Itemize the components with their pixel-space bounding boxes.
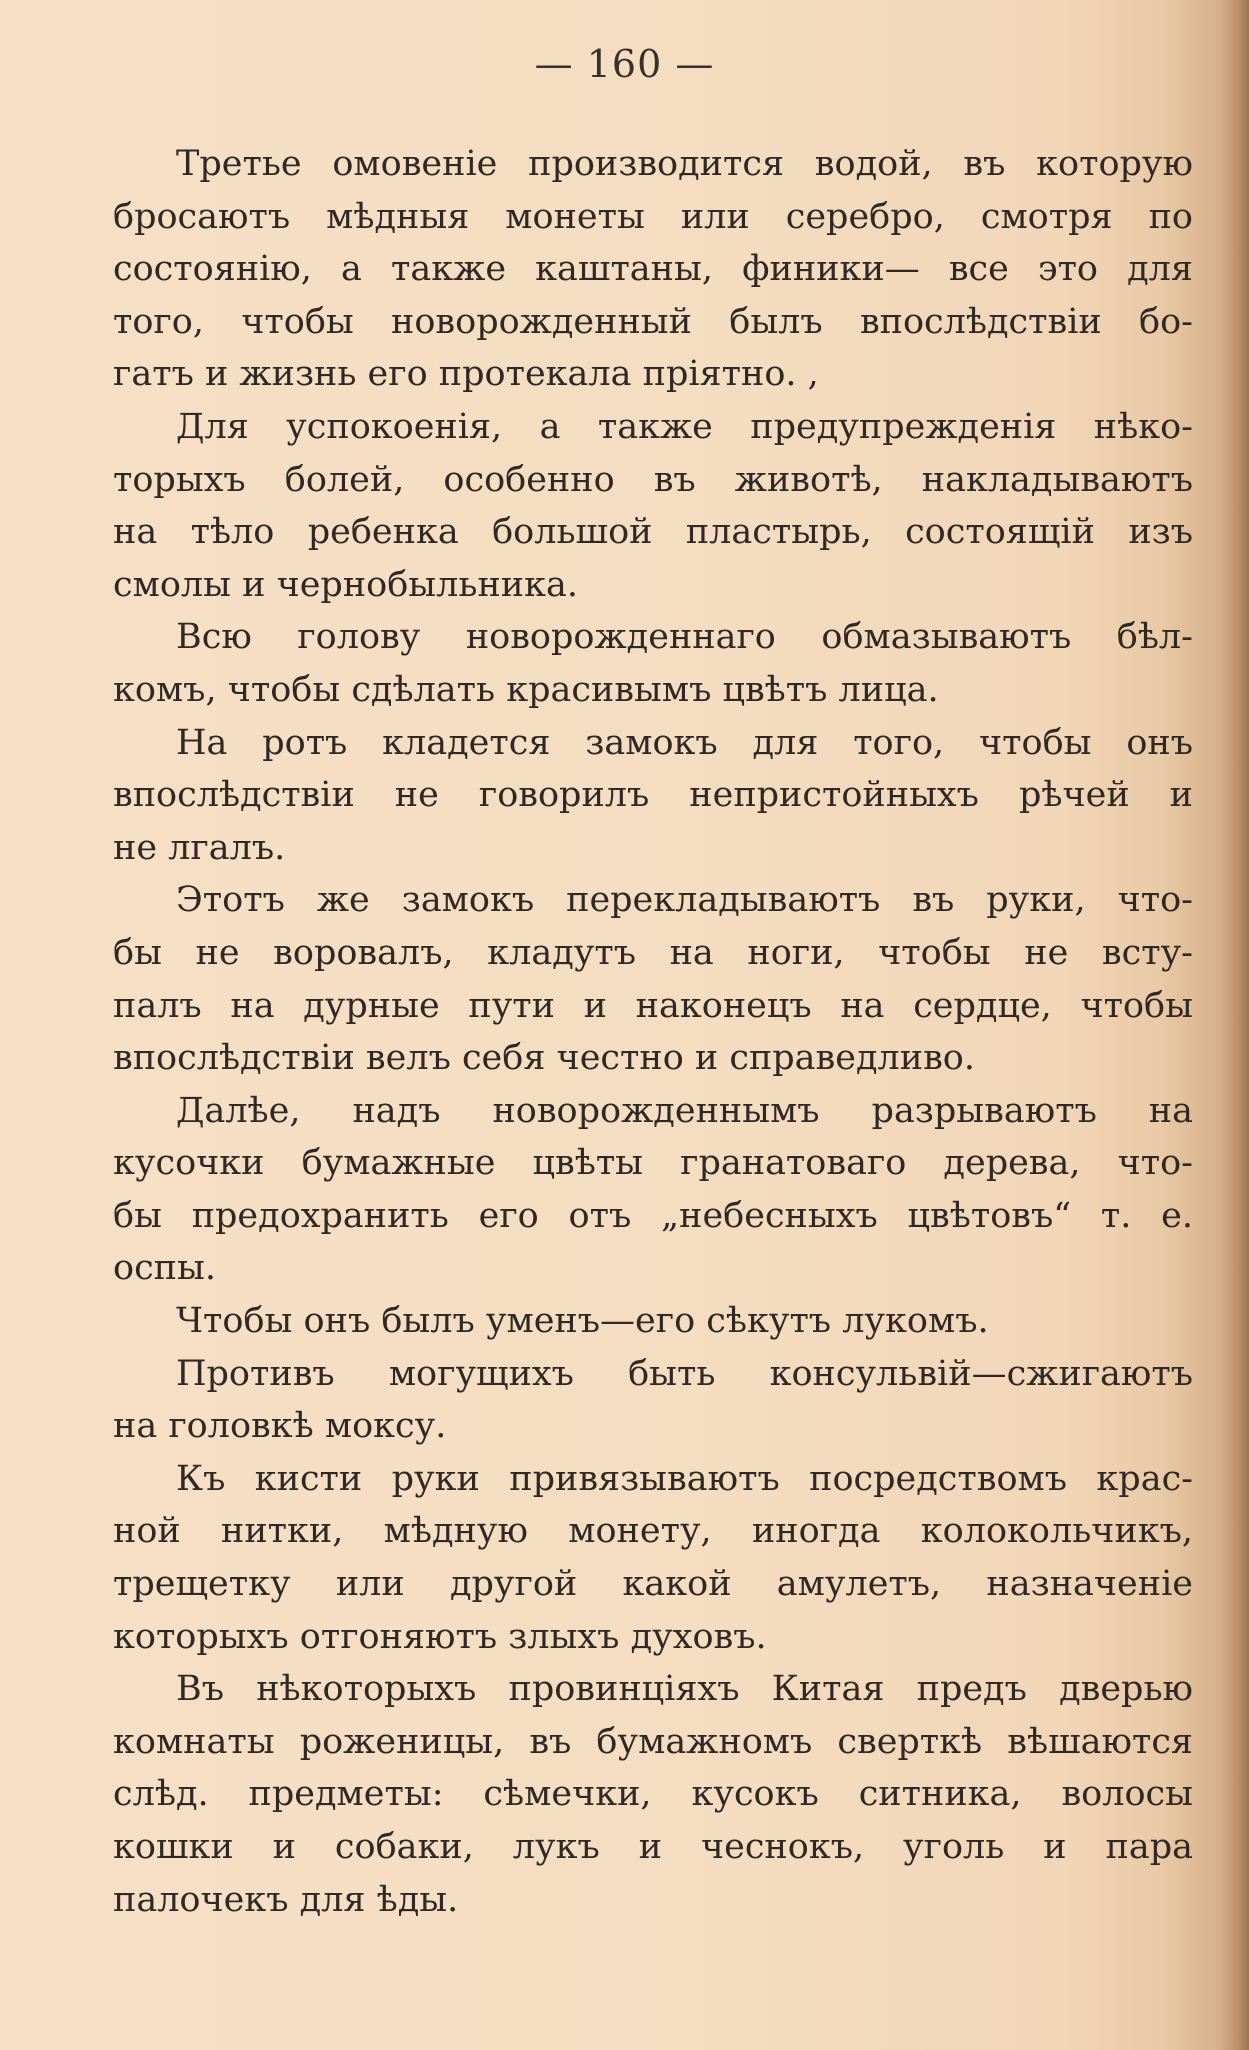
text-line: комъ, чтобы сдѣлать красивымъ цвѣтъ лица. [113,669,939,710]
text-line: гатъ и жизнь его протекала пріятно. , [113,354,819,395]
text-line: палочекъ для ѣды. [113,1879,459,1920]
body-text [113,138,1193,1926]
text-line: Третье омовеніе производится водой, въ которую [176,144,1193,184]
text-line: комнаты роженицы, въ бумажномъ сверткѣ вѣшаются [113,1721,1193,1762]
text-line: Къ кисти руки привязываютъ посредствомъ крас- [176,1458,1193,1499]
text-line: кусочки бумажные цвѣты гранатоваго дерева, что- [113,1143,1193,1184]
text-line: трещетку или другой какой амулетъ, назначеніе [113,1564,1193,1605]
text-line: слѣд. предметы: сѣмечки, кусокъ ситника, волосы [113,1774,1193,1815]
text-line: впослѣдствіи велъ себя честно и справедливо. [113,1038,975,1079]
text-line: смолы и чернобыльника. [113,564,578,605]
text-line: которыхъ отгоняютъ злыхъ духовъ. [113,1616,767,1657]
text-line: впослѣдствіи не говорилъ непристойныхъ рѣчей и [113,775,1193,816]
text-line: на головкѣ моксу. [113,1406,447,1447]
text-line: Чтобы онъ былъ уменъ—его сѣкутъ лукомъ. [176,1301,989,1342]
text-line: Противъ могущихъ быть консульвій—сжигаютъ [176,1353,1193,1394]
text-line: Всю голову новорожденнаго обмазываютъ бѣл- [176,617,1193,658]
page-number: — 160 — [534,42,715,86]
text-line: Далѣе, надъ новорожденнымъ разрываютъ на [176,1090,1193,1131]
text-line: кошки и собаки, лукъ и чеснокъ, уголь и пара [113,1827,1193,1867]
text-line: торыхъ болей, особенно въ животѣ, накладываютъ [113,459,1193,500]
text-line: не лгалъ. [113,827,286,868]
text-line: состоянію, а также каштаны, финики— все это для [113,249,1193,290]
text-line: бросаютъ мѣдныя монеты или серебро, смотря по [113,196,1193,237]
text-line: Для успокоенія, а также предупрежденія нѣко- [176,406,1193,447]
text-line: палъ на дурные пути и наконецъ на сердце, чтобы [113,985,1193,1026]
text-line: Этотъ же замокъ перекладываютъ въ руки, что- [176,880,1193,921]
page-edge-shadow [1221,0,1249,2050]
text-line: На ротъ кладется замокъ для того, чтобы онъ [176,722,1193,763]
text-line: Въ нѣкоторыхъ провинціяхъ Китая предъ дверью [176,1669,1193,1710]
text-line: того, чтобы новорожденный былъ впослѣдствіи бо- [113,301,1193,342]
text-line: на тѣло ребенка большой пластырь, состоящій изъ [113,512,1193,553]
text-line: ной нитки, мѣдную монету, иногда колокольчикъ, [113,1511,1193,1552]
text-line: оспы. [113,1248,216,1289]
text-line: бы предохранить его отъ „небесныхъ цвѣтовъ“ т. е. [113,1195,1193,1236]
text-line: бы не воровалъ, кладутъ на ноги, чтобы не всту- [113,932,1193,973]
